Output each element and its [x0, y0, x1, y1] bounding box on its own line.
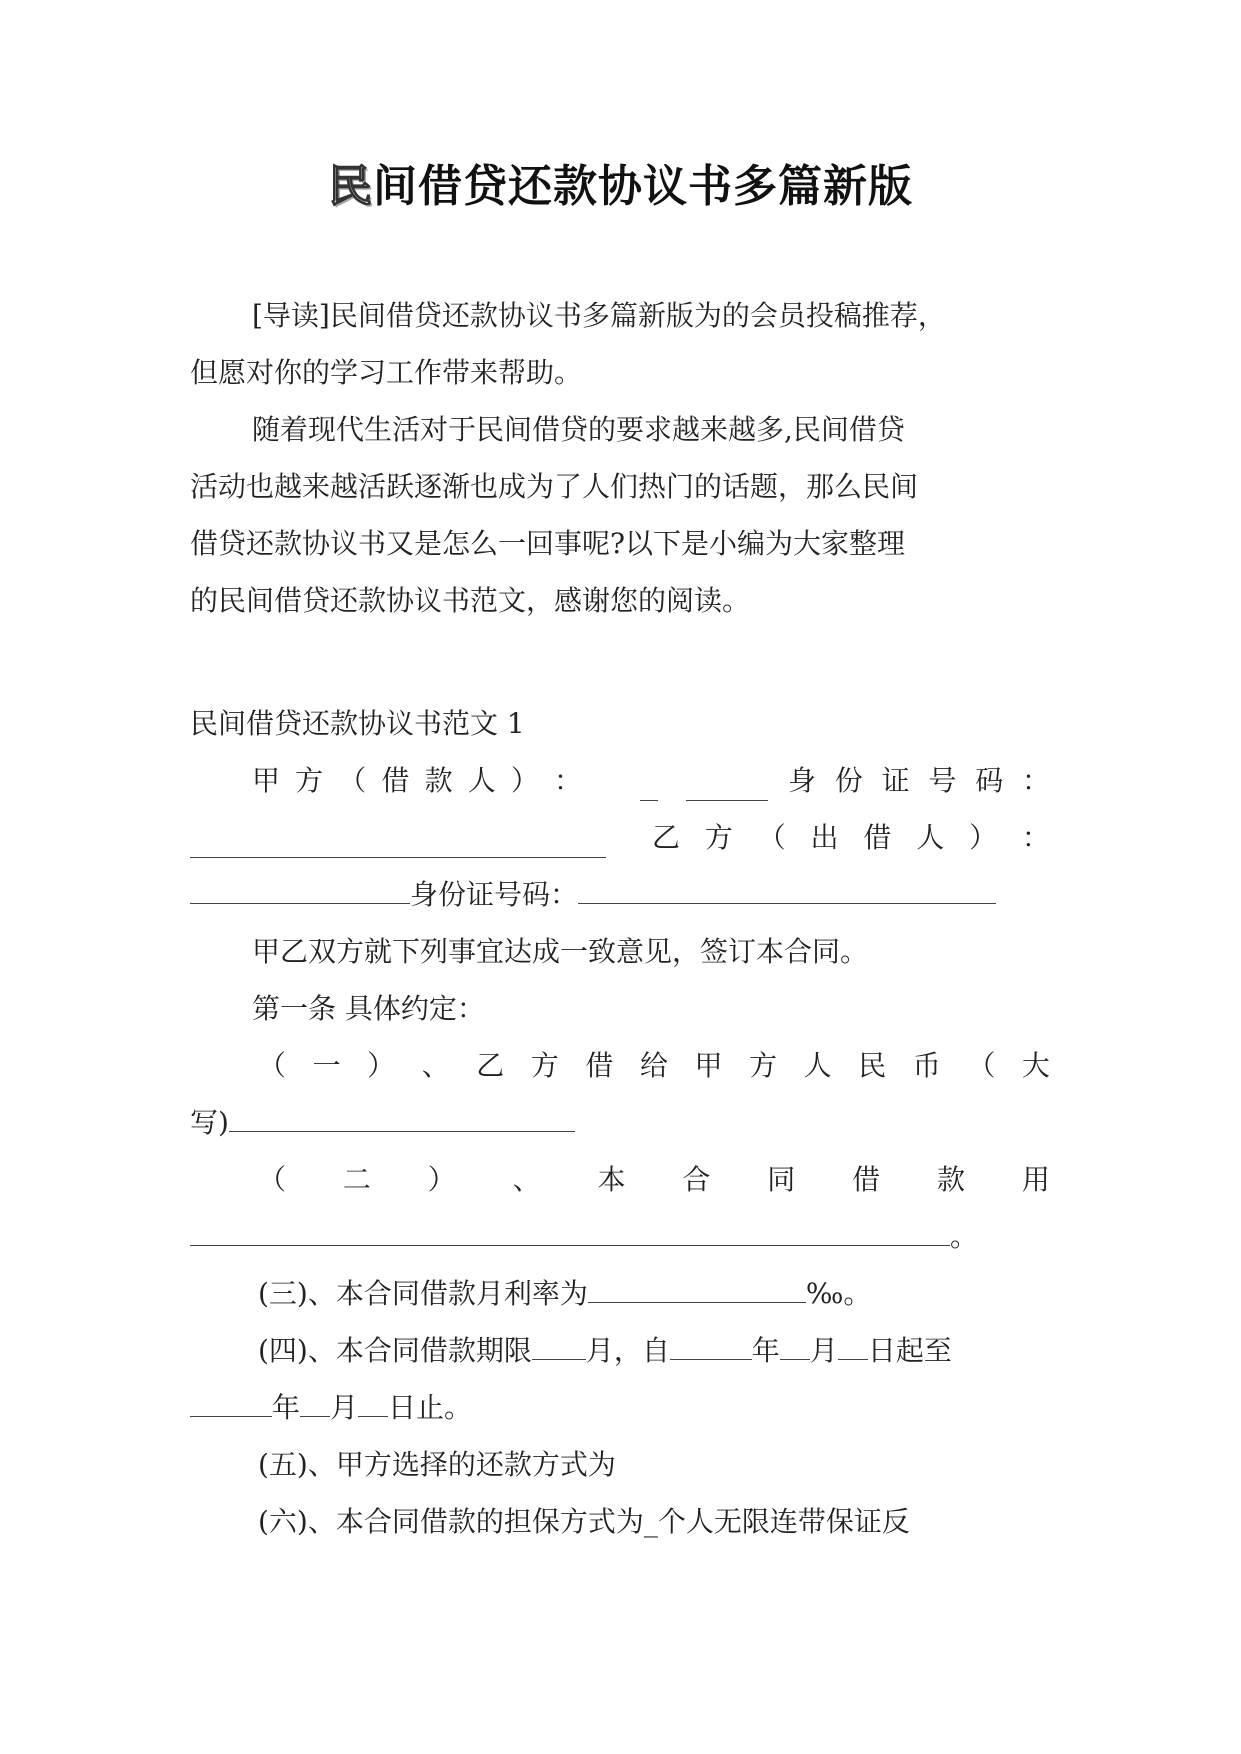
party-b-id-blank[interactable] — [578, 875, 996, 904]
para2-line-1: 随着现代生活对于民间借贷的要求越来越多,民间借贷 — [252, 413, 905, 446]
label-char: 用 — [1021, 1163, 1050, 1196]
label-char: 出 — [810, 821, 839, 854]
label-char: 证 — [881, 764, 910, 797]
party-b-name-blank[interactable] — [190, 875, 410, 904]
label-char: 方 — [530, 1049, 559, 1082]
inline-text: 。 — [950, 1220, 979, 1253]
clause-1-line-2 — [190, 1103, 1050, 1143]
label-char: ： — [553, 764, 582, 797]
label-char: 号 — [928, 764, 957, 797]
label-char: 借 — [863, 821, 892, 854]
label-char: 二 — [342, 1163, 371, 1196]
para2-line-3: 借贷还款协议书又是怎么一回事呢?以下是小编为大家整理 — [190, 527, 906, 560]
para2-line-2: 活动也越来越活跃逐渐也成为了人们热门的话题，那么民间 — [190, 470, 919, 503]
end-day-blank[interactable] — [358, 1388, 388, 1417]
clause-2-line-1 — [190, 1160, 1050, 1200]
start-year-blank[interactable] — [670, 1331, 752, 1360]
monthly-rate-blank[interactable] — [588, 1274, 806, 1303]
label-char: ） — [367, 1049, 396, 1082]
clause-2-line-2 — [190, 1217, 1050, 1257]
inline-text: 年 — [751, 1334, 780, 1367]
label-char: 、 — [512, 1163, 541, 1196]
label-char: 方 — [704, 821, 733, 854]
clause-5: (五)、甲方选择的还款方式为 — [258, 1448, 616, 1481]
start-day-blank[interactable] — [838, 1331, 868, 1360]
label-char: 方 — [295, 764, 324, 797]
label-char: ） — [427, 1163, 456, 1196]
label-char: 人 — [803, 1049, 832, 1082]
party-a-line — [190, 761, 1050, 801]
article-1-heading: 第一条 具体约定： — [252, 992, 485, 1025]
para2-line-4: 的民间借贷还款协议书范文，感谢您的阅读。 — [190, 584, 751, 617]
label-char: 款 — [424, 764, 453, 797]
party-a-id-blank[interactable] — [190, 829, 606, 858]
clause-1-line-1 — [190, 1046, 1050, 1086]
loan-amount-blank[interactable] — [229, 1103, 575, 1132]
label-char: 一 — [312, 1049, 341, 1082]
title-text: 间借贷还款协议书多篇新版 — [373, 161, 913, 212]
party-b-id-label: 身份证号码： — [410, 878, 579, 911]
label-char: 乙 — [652, 821, 681, 854]
inline-text: 月 — [330, 1391, 359, 1424]
clause-4-line-1 — [190, 1331, 1050, 1371]
label-char: 、 — [421, 1049, 450, 1082]
label-char: ： — [1021, 821, 1050, 854]
label-char: 人 — [916, 821, 945, 854]
label-char: ） — [969, 821, 998, 854]
clause-4-line-2 — [190, 1388, 1050, 1428]
inline-text: 月，自 — [585, 1334, 670, 1367]
inline-text: 月 — [809, 1334, 838, 1367]
label-char: 借 — [852, 1163, 881, 1196]
party-a-label — [252, 761, 582, 801]
agreement-statement: 甲乙双方就下列事宜达成一致意见，签订本合同。 — [252, 935, 869, 968]
inline-text: 年 — [272, 1391, 301, 1424]
label-char: 乙 — [476, 1049, 505, 1082]
inline-text: (四)、本合同借款期限 — [258, 1334, 532, 1367]
label-char: （ — [338, 764, 367, 797]
inline-text: ‰。 — [805, 1277, 872, 1310]
label-char: 本 — [597, 1163, 626, 1196]
label-char: （ — [258, 1163, 287, 1196]
party-b-label — [652, 818, 1050, 858]
label-char: ： — [1021, 764, 1050, 797]
label-char: 币 — [912, 1049, 941, 1082]
label-char: 借 — [381, 764, 410, 797]
label-char: 人 — [467, 764, 496, 797]
document-title — [0, 150, 1241, 214]
clause-3 — [190, 1274, 1050, 1314]
clause-1-prefix: 写) — [190, 1106, 229, 1139]
party-b-line — [190, 818, 1050, 858]
party-b-id-line — [190, 875, 1050, 915]
loan-purpose-blank[interactable] — [190, 1217, 950, 1246]
label-char: 甲 — [252, 764, 281, 797]
title-first-char: 民 — [328, 161, 373, 212]
label-char: （ — [757, 821, 786, 854]
label-char: 同 — [767, 1163, 796, 1196]
inline-text: (三)、本合同借款月利率为 — [258, 1277, 588, 1310]
end-month-blank[interactable] — [300, 1388, 330, 1417]
inline-text: 日止。 — [388, 1391, 473, 1424]
label-char: 方 — [749, 1049, 778, 1082]
label-char: 款 — [937, 1163, 966, 1196]
label-char: 大 — [1021, 1049, 1050, 1082]
start-month-blank[interactable] — [780, 1331, 810, 1360]
intro-line-2: 但愿对你的学习工作带来帮助。 — [190, 356, 583, 389]
intro-line-1: [导读]民间借贷还款协议书多篇新版为的会员投稿推荐， — [252, 299, 946, 332]
label-char: 给 — [639, 1049, 668, 1082]
label-char: （ — [967, 1049, 996, 1082]
party-a-name-blank-2[interactable] — [686, 772, 768, 801]
label-char: 身 — [788, 764, 817, 797]
section-heading: 民间借贷还款协议书范文 1 — [190, 707, 525, 740]
party-a-id-label — [788, 761, 1050, 801]
label-char: 码 — [975, 764, 1004, 797]
party-a-name-blank-1[interactable] — [640, 772, 658, 801]
label-char: 民 — [858, 1049, 887, 1082]
label-char: 合 — [682, 1163, 711, 1196]
label-char: （ — [258, 1049, 287, 1082]
label-char: 借 — [585, 1049, 614, 1082]
end-year-blank[interactable] — [190, 1388, 272, 1417]
label-char: 甲 — [694, 1049, 723, 1082]
term-months-blank[interactable] — [532, 1331, 586, 1360]
inline-text: 日起至 — [867, 1334, 952, 1367]
clause-6: (六)、本合同借款的担保方式为_个人无限连带保证反 — [258, 1505, 910, 1538]
label-char: ） — [510, 764, 539, 797]
label-char: 份 — [834, 764, 863, 797]
